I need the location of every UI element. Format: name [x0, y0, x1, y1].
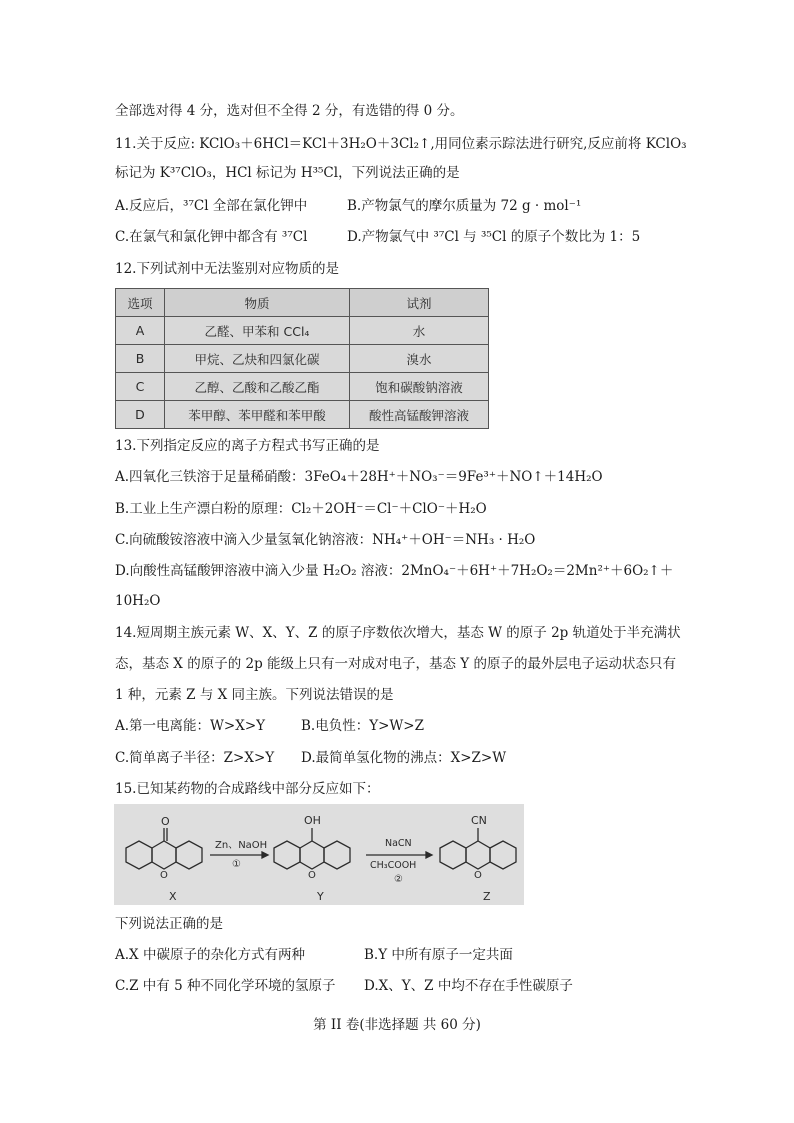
label-x: X [169, 890, 177, 903]
reaction-scheme [114, 804, 524, 905]
table-cell: 水 [350, 317, 489, 345]
table-header: 试剂 [350, 289, 489, 317]
table-cell: 甲烷、乙炔和四氯化碳 [165, 345, 350, 373]
table-header-row [116, 289, 489, 317]
step-1: ① [232, 859, 241, 870]
q14-option-d: D.最简单氢化物的沸点：X>Z>W [301, 750, 507, 766]
x-ring-o: O [160, 870, 168, 881]
table-cell: D [116, 401, 165, 429]
q12-stem: 12.下列试剂中无法鉴别对应物质的是 [115, 261, 339, 277]
table-row [116, 401, 489, 429]
q14-option-a: A.第一电离能：W>X>Y [115, 718, 266, 734]
table-header: 物质 [165, 289, 350, 317]
table-cell: 乙醛、甲苯和 CCl₄ [165, 317, 350, 345]
table-cell: 溴水 [350, 345, 489, 373]
label-z: Z [483, 890, 491, 903]
q14-stem-line1: 14.短周期主族元素 W、X、Y、Z 的原子序数依次增大，基态 W 的原子 2p 轨道处于半充满状 [115, 625, 681, 641]
table-cell: C [116, 373, 165, 401]
q13-stem: 13.下列指定反应的离子方程式书写正确的是 [115, 438, 380, 454]
q14-option-c: C.简单离子半径：Z>X>Y [115, 750, 275, 766]
table-row [116, 317, 489, 345]
q14-stem-line3: 1 种，元素 Z 与 X 同主族。下列说法错误的是 [115, 687, 394, 703]
q13-option-d-line1: D.向酸性高锰酸钾溶液中滴入少量 H₂O₂ 溶液：2MnO₄⁻＋6H⁺＋7H₂O₂＝2Mn²⁺＋6O₂↑＋ [115, 563, 674, 579]
table-cell: A [116, 317, 165, 345]
y-hydroxyl: OH [304, 814, 321, 827]
label-y: Y [317, 890, 324, 903]
y-ring-o: O [308, 870, 316, 881]
q11-option-d: D.产物氯气中 ³⁷Cl 与 ³⁵Cl 的原子个数比为 1：5 [347, 229, 641, 245]
molecule-x [126, 828, 202, 869]
reaction-scheme-svg [114, 804, 524, 905]
q15-option-a: A.X 中碳原子的杂化方式有两种 [115, 947, 305, 963]
reagent-2b: CH₃COOH [370, 860, 417, 871]
q15-substem: 下列说法正确的是 [115, 916, 223, 932]
x-carbonyl-o: O [161, 815, 170, 828]
arrow-2-head [426, 852, 432, 858]
table-cell: 酸性高锰酸钾溶液 [350, 401, 489, 429]
z-cyano: CN [471, 814, 487, 827]
q15-option-d: D.X、Y、Z 中均不存在手性碳原子 [364, 978, 573, 994]
q13-option-a: A.四氧化三铁溶于足量稀硝酸：3FeO₄＋28H⁺＋NO₃⁻＝9Fe³⁺＋NO↑＋14H₂O [115, 469, 603, 485]
q15-option-b: B.Y 中所有原子一定共面 [364, 947, 513, 963]
q11-stem-line1: 11.关于反应: KClO₃＋6HCl＝KCl＋3H₂O＋3Cl₂↑,用同位素示踪法进行研究,反应前将 KClO₃ [115, 136, 687, 152]
table-cell: B [116, 345, 165, 373]
section-instruction: 全部选对得 4 分，选对但不全得 2 分，有选错的得 0 分。 [115, 103, 464, 119]
q14-option-b: B.电负性：Y>W>Z [301, 718, 425, 734]
z-ring-o: O [474, 870, 482, 881]
table-cell: 苯甲醇、苯甲醛和苯甲酸 [165, 401, 350, 429]
step-2: ② [394, 874, 403, 885]
q11-stem-line2: 标记为 K³⁷ClO₃，HCl 标记为 H³⁵Cl，下列说法正确的是 [115, 165, 460, 181]
q13-option-c: C.向硫酸铵溶液中滴入少量氢氧化钠溶液：NH₄⁺＋OH⁻＝NH₃ · H₂O [115, 532, 536, 548]
reagent-2a: NaCN [385, 838, 412, 849]
arrow-1-head [262, 852, 268, 858]
q13-option-b: B.工业上生产漂白粉的原理：Cl₂＋2OH⁻＝Cl⁻＋ClO⁻＋H₂O [115, 501, 487, 517]
q15-stem: 15.已知某药物的合成路线中部分反应如下： [115, 781, 380, 797]
table-cell: 乙醇、乙酸和乙酸乙酯 [165, 373, 350, 401]
q11-option-b: B.产物氯气的摩尔质量为 72 g · mol⁻¹ [347, 198, 582, 214]
q11-option-c: C.在氯气和氯化钾中都含有 ³⁷Cl [115, 229, 308, 245]
table-cell: 饱和碳酸钠溶液 [350, 373, 489, 401]
molecule-z [440, 828, 516, 869]
q12-table [115, 288, 489, 429]
q11-option-a: A.反应后，³⁷Cl 全部在氯化钾中 [115, 198, 308, 214]
table-row [116, 373, 489, 401]
q15-option-c: C.Z 中有 5 种不同化学环境的氢原子 [115, 978, 336, 994]
section-heading: 第 II 卷(非选择题 共 60 分) [313, 1017, 481, 1033]
q14-stem-line2: 态，基态 X 的原子的 2p 能级上只有一对成对电子，基态 Y 的原子的最外层电子运动状态只有 [115, 656, 677, 672]
molecule-y [274, 828, 350, 869]
reagent-1: Zn、NaOH [215, 840, 268, 851]
q13-option-d-line2: 10H₂O [115, 593, 161, 609]
table-header: 选项 [116, 289, 165, 317]
table-row [116, 345, 489, 373]
